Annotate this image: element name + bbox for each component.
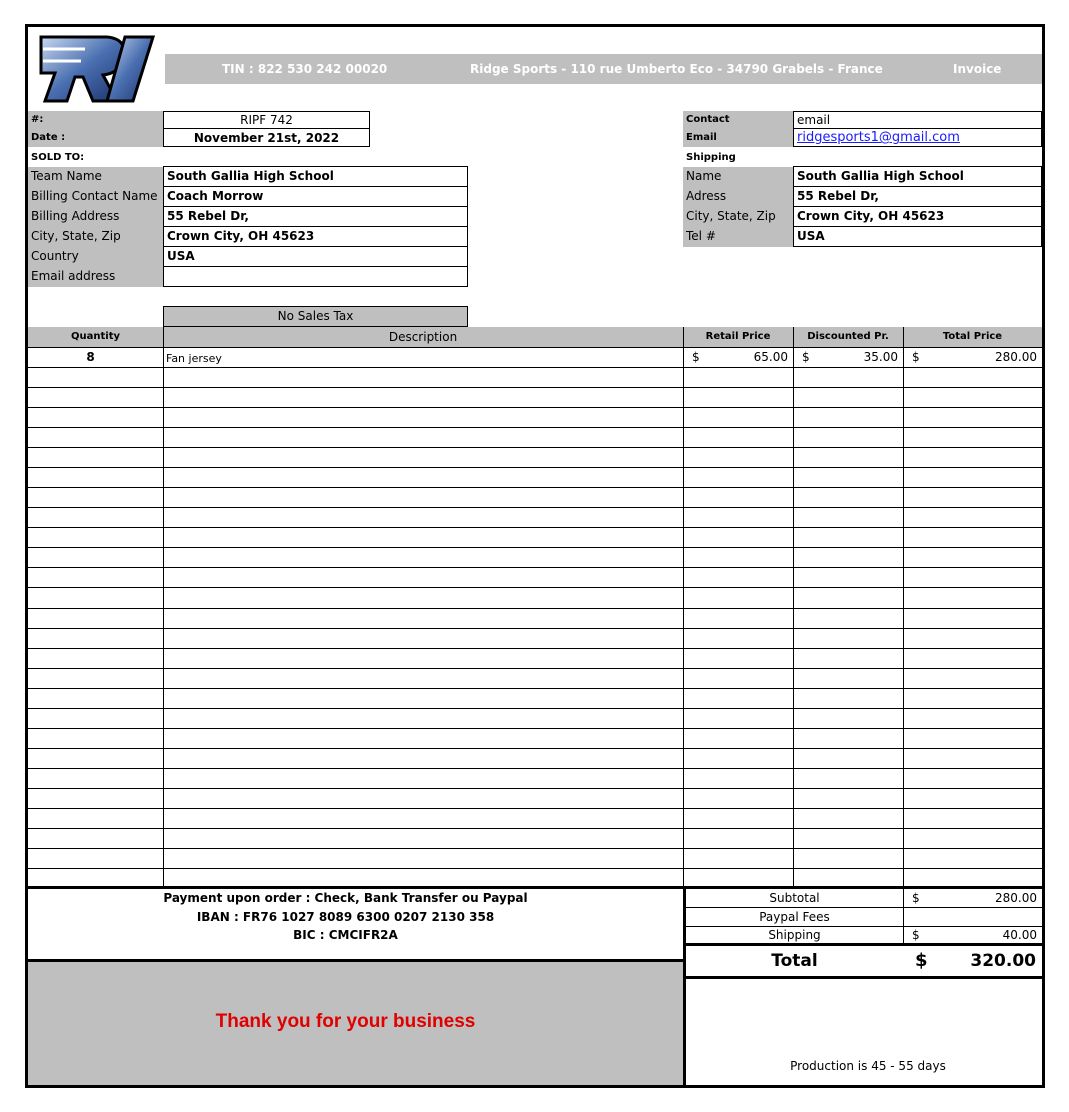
billing-country-value: USA [163,246,468,267]
table-row-line [28,828,1042,829]
table-col-line [683,327,684,886]
payment-line-3: BIC : CMCIFR2A [293,928,398,942]
email-label: Email [683,129,793,147]
table-row-line [28,527,1042,528]
summary-rule-2 [686,926,1042,927]
grand-total-currency: $ [915,950,928,971]
item-total-currency: $ [912,350,920,364]
table-row-line [28,447,1042,448]
col-header-total: Total Price [903,327,1042,347]
ship-address-value: 55 Rebel Dr, [793,186,1042,207]
table-row-line [28,688,1042,689]
table-row-line [28,347,1042,348]
billing-contact-label: Billing Contact Name [28,187,163,207]
grand-total-label: Total [771,951,818,971]
item-retail-price: 65.00 [753,350,788,364]
invoice-number: RIPF 742 [163,111,370,129]
shipping-fee-value: 40.00 [1002,928,1037,942]
billing-address-value: 55 Rebel Dr, [163,206,468,227]
sold-to-label: SOLD TO: [31,152,85,163]
payment-line-2: IBAN : FR76 1027 8089 6300 0207 2130 358 [196,909,495,924]
subtotal-label: Subtotal [769,891,820,905]
col-header-discounted: Discounted Pr. [793,327,903,347]
billing-contact-value: Coach Morrow [163,186,468,207]
tax-note: No Sales Tax [163,306,468,327]
tin-text: TIN : 822 530 242 00020 [222,62,388,76]
table-row-line [28,788,1042,789]
table-row-line [28,587,1042,588]
paypal-fees-label: Paypal Fees [759,910,830,924]
table-row-line [28,467,1042,468]
table-row-line [28,668,1042,669]
ship-name-label: Name [683,167,793,187]
item-description: Fan jersey [166,352,222,365]
table-row-line [28,708,1042,709]
item-discounted-price: 35.00 [863,350,898,364]
table-row-line [28,507,1042,508]
production-note: Production is 45 - 55 days [790,1059,946,1073]
thank-you-message: Thank you for your business [215,1011,476,1032]
table-row-line [28,608,1042,609]
document-type: Invoice [953,62,1002,76]
ship-city-value: Crown City, OH 45623 [793,206,1042,227]
ship-city-label: City, State, Zip [683,207,793,227]
billing-email-value [163,266,468,287]
table-col-line [793,327,794,886]
table-row-line [28,628,1042,629]
table-row-line [28,728,1042,729]
billing-city-value: Crown City, OH 45623 [163,226,468,247]
ship-name-value: South Gallia High School [793,166,1042,187]
ship-tel-value: USA [793,226,1042,247]
billing-country-label: Country [28,247,163,267]
payment-terms [28,889,683,945]
contact-value: email [793,111,1042,129]
table-row-line [28,648,1042,649]
team-name-value: South Gallia High School [163,166,468,187]
payment-line-1: Payment upon order : Check, Bank Transfer ou Paypal [163,891,528,905]
contact-label: Contact [683,111,793,129]
grand-total-value: 320.00 [970,951,1036,971]
item-disc-currency: $ [802,350,810,364]
col-header-description: Description [163,327,683,347]
total-rule [686,976,1042,979]
table-row-line [28,487,1042,488]
table-row-line [28,768,1042,769]
summary-col-divider [903,889,904,944]
shipping-label: Shipping [686,152,736,163]
invoice-number-label: #: [28,111,163,129]
invoice-date-label: Date : [28,129,163,147]
table-row-line [28,567,1042,568]
company-logo [37,33,155,105]
billing-email-label: Email address [28,267,163,287]
table-row-line [28,427,1042,428]
table-row-line [28,547,1042,548]
item-retail-currency: $ [692,350,700,364]
shipping-fee-currency: $ [912,928,920,942]
item-qty: 8 [86,350,95,364]
billing-address-label: Billing Address [28,207,163,227]
subtotal-value: 280.00 [995,891,1037,905]
table-row-line [28,868,1042,869]
col-header-quantity: Quantity [28,327,163,347]
table-row-line [28,387,1042,388]
table-row-line [28,748,1042,749]
shipping-fee-label: Shipping [768,928,821,942]
billing-city-label: City, State, Zip [28,227,163,247]
table-row-line [28,808,1042,809]
item-total-price: 280.00 [995,350,1037,364]
team-name-label: Team Name [28,167,163,187]
col-header-retail: Retail Price [683,327,793,347]
ship-tel-label: Tel # [683,227,793,247]
summary-rule-1 [686,907,1042,908]
table-col-line [163,327,164,886]
ship-address-label: Adress [683,187,793,207]
subtotal-currency: $ [912,891,920,905]
invoice-date: November 21st, 2022 [163,128,370,147]
company-address: Ridge Sports - 110 rue Umberto Eco - 34790 Grabels - France [470,62,883,76]
email-link[interactable]: ridgesports1@gmail.com [793,128,1042,147]
table-row-line [28,407,1042,408]
table-row-line [28,848,1042,849]
table-col-line [903,327,904,886]
